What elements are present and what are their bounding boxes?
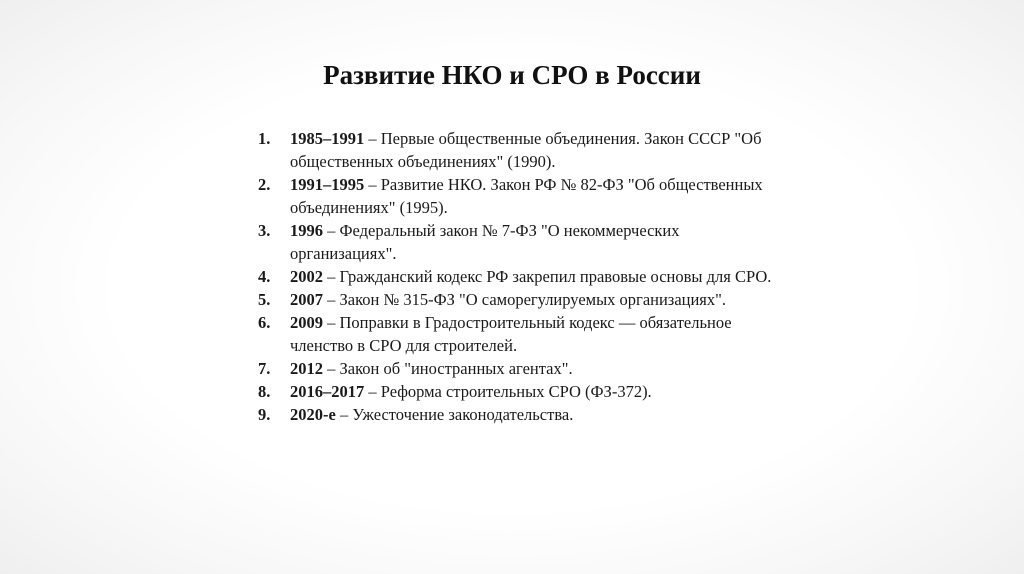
item-text: – Поправки в Градостроительный кодекс — обязательное членство в СРО для строителей.	[290, 313, 732, 355]
list-item	[258, 380, 778, 403]
slide-title: Развитие НКО и СРО в России	[323, 60, 701, 90]
item-number: 8.	[258, 382, 271, 401]
item-year: 2012	[290, 359, 323, 378]
item-year: 2007	[290, 290, 323, 309]
item-number: 6.	[258, 313, 271, 332]
list-item	[258, 173, 778, 219]
item-text: – Гражданский кодекс РФ закрепил правовые основы для СРО.	[323, 267, 772, 286]
item-year: 2020-е	[290, 405, 336, 424]
item-text: – Закон № 315-ФЗ "О саморегулируемых организациях".	[323, 290, 727, 309]
item-year: 2002	[290, 267, 323, 286]
list-item	[258, 127, 778, 173]
item-text: – Развитие НКО. Закон РФ № 82-ФЗ "Об общественных объединениях" (1995).	[290, 175, 763, 217]
item-number: 7.	[258, 359, 271, 378]
list-item	[258, 357, 778, 380]
timeline-list	[258, 127, 778, 426]
item-number: 2.	[258, 175, 271, 194]
item-number: 3.	[258, 221, 271, 240]
item-number: 9.	[258, 405, 271, 424]
item-text: – Закон об "иностранных агентах".	[323, 359, 573, 378]
item-year: 1996	[290, 221, 323, 240]
item-text: – Ужесточение законодательства.	[335, 405, 574, 424]
list-item	[258, 219, 778, 265]
item-year: 1985–1991	[290, 129, 365, 148]
list-item	[258, 403, 778, 426]
item-text: – Федеральный закон № 7-ФЗ "О некоммерческих организациях".	[290, 221, 680, 263]
item-year: 2016–2017	[290, 382, 365, 401]
item-text: – Первые общественные объединения. Закон СССР "Об общественных объединениях" (1990).	[290, 129, 762, 171]
item-year: 1991–1995	[290, 175, 365, 194]
item-year: 2009	[290, 313, 323, 332]
item-number: 1.	[258, 129, 271, 148]
item-text: – Реформа строительных СРО (ФЗ-372).	[364, 382, 652, 401]
item-number: 5.	[258, 290, 271, 309]
item-number: 4.	[258, 267, 271, 286]
list-item	[258, 265, 778, 288]
list-item	[258, 288, 778, 311]
list-item	[258, 311, 778, 357]
